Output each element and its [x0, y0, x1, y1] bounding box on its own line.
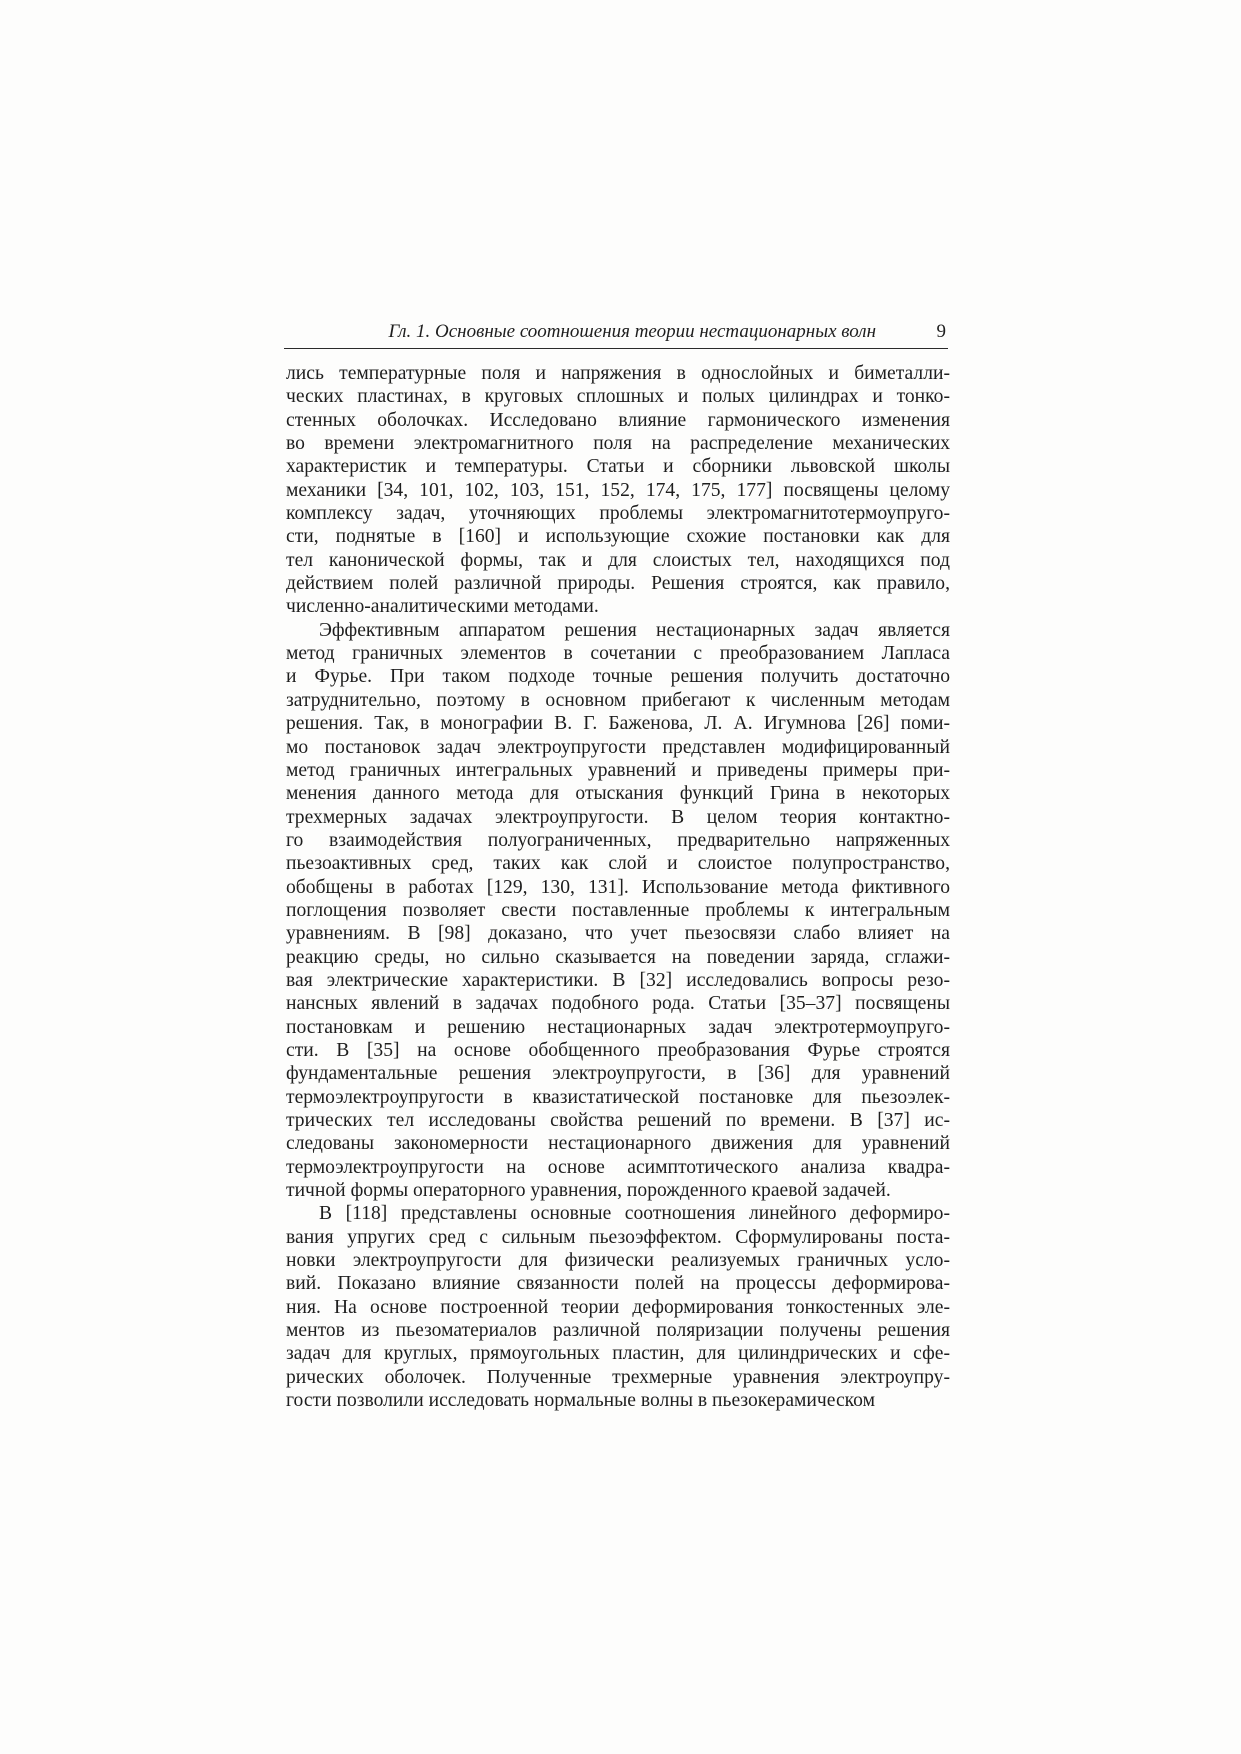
text-line: мо постановок задач электроупругости представлен модифицированный	[286, 736, 950, 758]
text-line: решения. Так, в монографии В. Г. Баженова, Л. А. Игумнова [26] поми-	[286, 713, 950, 735]
text-line: трехмерных задачах электроупругости. В целом теория контактно-	[286, 806, 950, 828]
text-line: лись температурные поля и напряжения в однослойных и биметалли-	[286, 363, 950, 384]
text-line: гости позволили исследовать нормальные волны в пьезокерамическом	[286, 1390, 875, 1412]
text-line: фундаментальные решения электроупругости, в [36] для уравнений	[286, 1063, 950, 1085]
text-line: стенных оболочках. Исследовано влияние гармонического изменения	[286, 409, 950, 431]
page-number: 9	[936, 321, 946, 342]
paragraph	[286, 619, 950, 1203]
text-line: механики [34, 101, 102, 103, 151, 152, 174, 175, 177] посвящены целому	[286, 479, 950, 501]
text-line: тичной формы операторного уравнения, порожденного краевой задачей.	[286, 1180, 891, 1202]
text-line: сти. В [35] на основе обобщенного преобразования Фурье строятся	[286, 1039, 950, 1061]
text-line: и Фурье. При таком подходе точные решения получить достаточно	[286, 666, 950, 688]
text-line: затруднительно, поэтому в основном прибегают к численным методам	[286, 689, 950, 711]
text-line: численно-аналитическими методами.	[286, 596, 599, 618]
text-line: реакцию среды, но сильно сказывается на поведении заряда, сглажи-	[286, 946, 950, 968]
text-line: го взаимодействия полуограниченных, предварительно напряженных	[286, 829, 950, 851]
text-line: метод граничных интегральных уравнений и приведены примеры при-	[286, 759, 950, 781]
text-line: пьезоактивных сред, таких как слой и слоистое полупространство,	[286, 853, 950, 875]
text-line: нансных явлений в задачах подобного рода. Статьи [35–37] посвящены	[286, 993, 950, 1015]
text-line: постановкам и решению нестационарных задач электротермоупруго-	[286, 1016, 950, 1038]
text-line: В [118] представлены основные соотношения линейного деформиро-	[319, 1203, 950, 1225]
text-line: уравнениям. В [98] доказано, что учет пьезосвязи слабо влияет на	[286, 923, 950, 945]
text-line: следованы закономерности нестационарного движения для уравнений	[286, 1133, 950, 1155]
body-text	[286, 362, 950, 1412]
paragraph	[286, 1202, 950, 1412]
text-line: Эффективным аппаратом решения нестационарных задач является	[319, 619, 950, 641]
text-line: во времени электромагнитного поля на распределение механических	[286, 433, 950, 455]
running-header	[284, 318, 948, 349]
text-line: метод граничных элементов в сочетании с преобразованием Лапласа	[286, 643, 950, 665]
text-line: комплексу задач, уточняющих проблемы электромагнитотермоупруго-	[286, 503, 950, 525]
text-line: характеристик и температуры. Статьи и сборники львовской школы	[286, 456, 950, 478]
text-line: обобщены в работах [129, 130, 131]. Использование метода фиктивного	[286, 876, 950, 898]
text-line: термоэлектроупругости на основе асимптотического анализа квадра-	[286, 1156, 950, 1178]
text-line: менения данного метода для отыскания функций Грина в некоторых	[286, 783, 950, 805]
text-line: действием полей различной природы. Решения строятся, как правило,	[286, 573, 950, 595]
text-line: ния. На основе построенной теории деформирования тонкостенных эле-	[286, 1296, 950, 1318]
text-line: ментов из пьезоматериалов различной поляризации получены решения	[286, 1320, 950, 1342]
text-line: ческих пластинах, в круговых сплошных и полых цилиндрах и тонко-	[286, 386, 950, 408]
text-line: трических тел исследованы свойства решений по времени. В [37] ис-	[286, 1110, 950, 1131]
text-line: термоэлектроупругости в квазистатической постановке для пьезоэлек-	[286, 1086, 950, 1108]
text-line: сти, поднятые в [160] и использующие схожие постановки как для	[286, 526, 950, 548]
text-line: задач для круглых, прямоугольных пластин, для цилиндрических и сфе-	[286, 1343, 950, 1365]
text-line: рических оболочек. Полученные трехмерные уравнения электроупру-	[286, 1366, 950, 1388]
text-line: вий. Показано влияние связанности полей на процессы деформирова-	[286, 1273, 950, 1295]
paragraph	[286, 362, 950, 619]
running-title: Гл. 1. Основные соотношения теории нестационарных волн	[388, 321, 876, 342]
text-line: вая электрические характеристики. В [32] исследовались вопросы резо-	[286, 969, 950, 991]
text-line: поглощения позволяет свести поставленные проблемы к интегральным	[286, 899, 950, 921]
text-line: тел канонической формы, так и для слоистых тел, находящихся под	[286, 549, 950, 571]
text-line: вания упругих сред с сильным пьезоэффектом. Сформулированы поста-	[286, 1226, 950, 1248]
text-line: новки электроупругости для физически реализуемых граничных усло-	[286, 1250, 950, 1272]
